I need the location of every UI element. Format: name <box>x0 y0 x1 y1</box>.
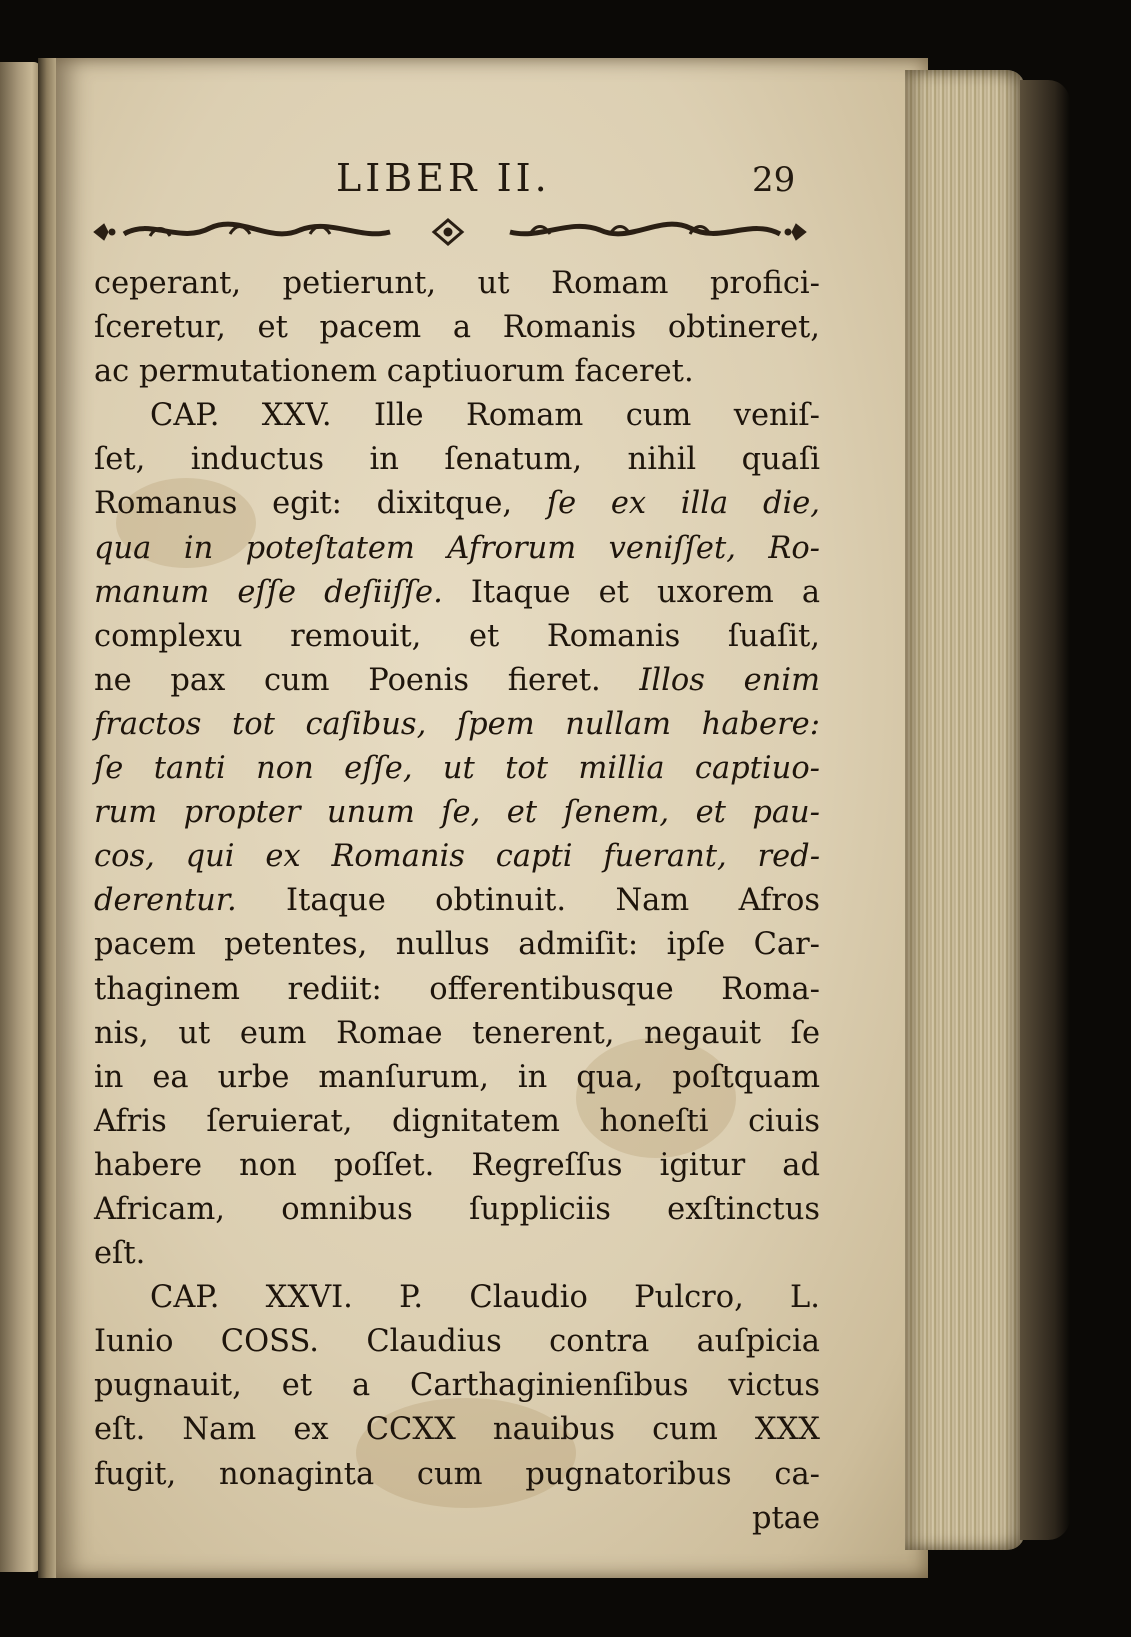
text-line <box>94 747 820 791</box>
page-stack-fore-edge <box>905 70 1025 1550</box>
text-line <box>94 1408 820 1452</box>
left-page-edge <box>0 62 40 1572</box>
text-line <box>94 1144 820 1188</box>
text-line <box>94 791 820 835</box>
text-span: Itaque et uxorem a <box>442 574 821 610</box>
text-span: CAP. XXV. Ille Romam cum veniſ- <box>150 398 820 434</box>
text-line <box>94 262 820 306</box>
text-span: ceperant, petierunt, ut Romam profici- <box>94 266 820 301</box>
text-line <box>94 438 820 482</box>
text-span: nis, ut eum Romae tenerent, negauit ſe <box>94 1015 820 1051</box>
text-span: eſt. Nam ex CCXX nauibus cum XXX <box>94 1412 820 1448</box>
text-line <box>94 1012 820 1056</box>
text-line <box>94 1188 820 1232</box>
text-line <box>94 703 820 747</box>
text-line <box>94 1232 820 1276</box>
text-line <box>94 1320 820 1364</box>
text-span: Itaque obtinuit. Nam Afros <box>236 883 820 919</box>
body-text <box>94 262 820 1541</box>
ornament-icon <box>90 214 810 250</box>
text-line <box>94 968 820 1012</box>
text-span: eſt. <box>94 1236 146 1272</box>
text-span: fugit, nonaginta cum pugnatoribus ca- <box>94 1456 820 1492</box>
text-line <box>94 923 820 967</box>
text-line <box>94 394 820 438</box>
text-line <box>94 1364 820 1408</box>
text-span: Romanus egit: dixitque, <box>94 486 547 522</box>
text-span: ſet, inductus in ſenatum, nihil quaſi <box>94 442 820 478</box>
text-line <box>94 835 820 879</box>
page-header <box>100 150 800 210</box>
text-span: ac permutationem captiuorum faceret. <box>94 354 694 390</box>
text-line <box>94 659 820 703</box>
text-span: ſceretur, et pacem a Romanis obtineret, <box>94 310 820 346</box>
text-line <box>94 527 820 571</box>
ornament-band <box>90 214 810 250</box>
italic-text-span: derentur. <box>94 883 237 919</box>
italic-text-span: ſe ex illa die, <box>546 486 820 522</box>
text-line <box>94 1100 820 1144</box>
text-span: Iunio COSS. Claudius contra auſpicia <box>94 1324 820 1360</box>
text-span: CAP. XXVI. P. Claudio Pulcro, L. <box>150 1280 820 1316</box>
text-line <box>94 615 820 659</box>
text-line <box>94 1276 820 1320</box>
text-span: in ea urbe manſurum, in qua, poſtquam <box>94 1059 820 1095</box>
catchword: ptae <box>751 1500 820 1536</box>
text-line <box>94 350 820 394</box>
text-line <box>94 482 820 526</box>
text-span: Afris ſeruierat, dignitatem honeſti ciuis <box>94 1103 820 1139</box>
text-line <box>94 1453 820 1497</box>
italic-text-span: cos, qui ex Romanis capti fuerant, red- <box>94 839 820 875</box>
text-line <box>94 306 820 350</box>
italic-text-span: qua in poteſtatem Afrorum veniſſet, Ro- <box>94 530 820 566</box>
text-line <box>94 879 820 923</box>
text-span: pugnauit, et a Carthaginienſibus victus <box>94 1368 820 1404</box>
running-head: LIBER II. <box>336 156 551 200</box>
text-span: habere non poſſet. Regreſſus igitur ad <box>94 1147 820 1183</box>
text-span: ne pax cum Poenis fieret. <box>94 662 640 698</box>
italic-text-span: ſe tanti non eſſe, ut tot millia captiuo- <box>94 751 820 787</box>
italic-text-span: Illos enim <box>639 662 820 698</box>
book-cover-edge <box>1020 80 1070 1540</box>
text-span: pacem petentes, nullus admiſit: ipſe Car- <box>94 927 820 963</box>
text-span: thaginem rediit: offerentibusque Roma- <box>94 971 820 1007</box>
text-line <box>94 571 820 615</box>
italic-text-span: manum eſſe deſiiſſe. <box>94 574 443 610</box>
page-number: 29 <box>752 160 796 200</box>
text-span: complexu remouit, et Romanis ſuaſit, <box>94 618 820 654</box>
text-line <box>94 1056 820 1100</box>
italic-text-span: fractos tot caſibus, ſpem nullam habere: <box>94 706 820 742</box>
text-span: Africam, omnibus ſuppliciis exſtinctus <box>94 1191 820 1227</box>
italic-text-span: rum propter unum ſe, et ſenem, et pau- <box>94 795 820 831</box>
